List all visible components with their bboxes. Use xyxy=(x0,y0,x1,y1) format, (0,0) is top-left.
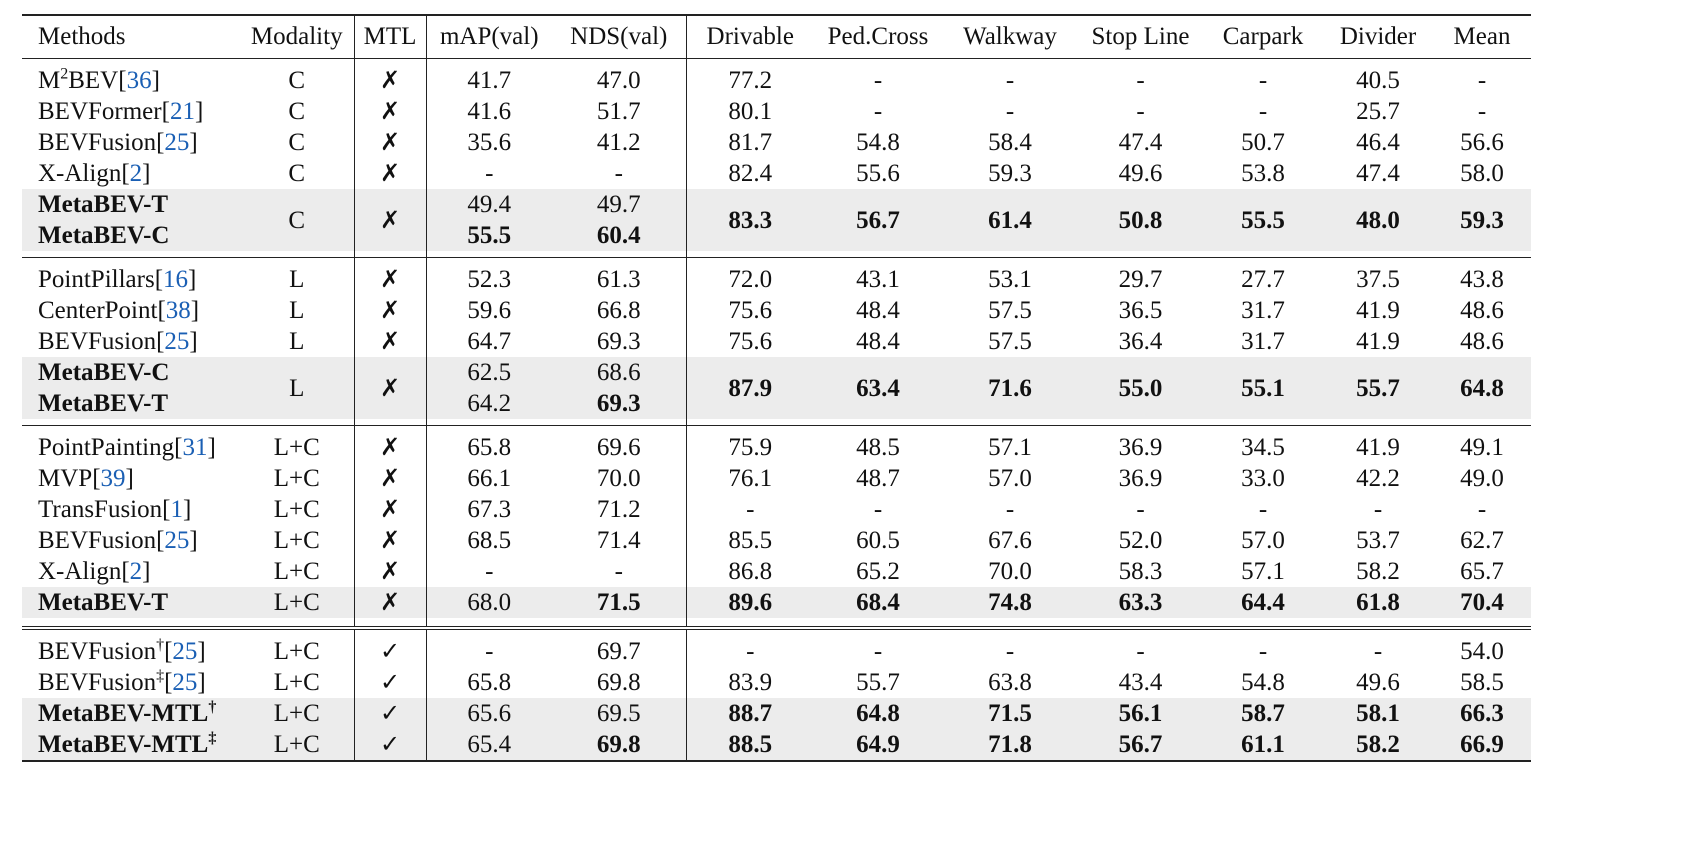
carpark-cell: - xyxy=(1258,98,1268,125)
nds-cell: 69.8 xyxy=(552,667,686,698)
modality-cell: L xyxy=(240,295,354,326)
stop-line-cell: - xyxy=(1136,98,1145,125)
results-table-container xyxy=(22,14,1531,762)
modality-cell: L+C xyxy=(240,556,354,587)
divider-cell: 37.5 xyxy=(1356,266,1400,293)
ped-cross-cell: 68.4 xyxy=(814,587,942,618)
cross-icon: ✗ xyxy=(354,357,426,419)
modality-cell: L xyxy=(240,357,354,419)
table-row xyxy=(22,525,1531,556)
header-modality: Modality xyxy=(240,15,354,59)
mean-cell: 58.0 xyxy=(1460,160,1504,187)
ped-cross-cell: - xyxy=(873,98,883,125)
map-cell: - xyxy=(485,638,494,665)
mean-cell: 56.6 xyxy=(1460,129,1504,156)
citation-link[interactable]: 25 xyxy=(164,129,190,156)
ped-cross-cell: 64.8 xyxy=(814,698,942,729)
citation-link[interactable]: 31 xyxy=(182,434,208,461)
header-drivable: Drivable xyxy=(686,15,814,59)
stop-line-cell: - xyxy=(1136,638,1145,665)
walkway-cell: 57.1 xyxy=(988,434,1032,461)
header-methods: Methods xyxy=(22,15,240,59)
drivable-cell: 81.7 xyxy=(728,129,773,156)
method-name: MetaBEV-MTL‡ xyxy=(22,729,240,761)
mean-cell: 49.1 xyxy=(1460,434,1504,461)
modality-cell: C xyxy=(240,127,354,158)
table-row xyxy=(22,258,1531,296)
stop-line-cell: 56.1 xyxy=(1078,698,1203,729)
divider-cell: 41.9 xyxy=(1356,328,1400,355)
stop-line-cell: 36.9 xyxy=(1118,434,1163,461)
mean-cell: 43.8 xyxy=(1460,266,1504,293)
divider-cell: - xyxy=(1373,638,1383,665)
highlight-row xyxy=(22,698,1531,729)
mean-cell: - xyxy=(1477,98,1487,125)
walkway-cell: - xyxy=(1005,67,1015,94)
method-name: MVP[39] xyxy=(38,465,134,492)
stop-line-cell: 36.9 xyxy=(1118,465,1163,492)
citation-link[interactable]: 2 xyxy=(129,160,143,187)
nds-cell: 70.0 xyxy=(552,463,686,494)
divider-cell: 58.2 xyxy=(1356,558,1400,585)
divider-cell: 58.1 xyxy=(1323,698,1433,729)
nds-cell: - xyxy=(552,158,686,189)
method-name: BEVFusion[25] xyxy=(38,527,198,554)
method-name: PointPainting[31] xyxy=(38,434,216,461)
drivable-cell: 83.9 xyxy=(728,669,773,696)
carpark-cell: 55.1 xyxy=(1203,357,1323,419)
stop-line-cell: 29.7 xyxy=(1118,266,1163,293)
modality-cell: L xyxy=(240,326,354,357)
map-cell: 55.5 xyxy=(426,220,552,251)
carpark-cell: 57.0 xyxy=(1241,527,1285,554)
table-row xyxy=(22,295,1531,326)
drivable-cell: 80.1 xyxy=(728,98,773,125)
ped-cross-cell: 55.6 xyxy=(856,160,900,187)
drivable-cell: 83.3 xyxy=(686,189,814,251)
modality-cell: L+C xyxy=(240,628,354,667)
map-cell: 65.4 xyxy=(426,729,552,761)
method-name: CenterPoint[38] xyxy=(38,297,200,324)
walkway-cell: 57.0 xyxy=(988,465,1032,492)
walkway-cell: - xyxy=(1005,98,1015,125)
method-name: $M^2BEV[36]$ xyxy=(38,65,160,94)
citation-link[interactable]: 25 xyxy=(164,328,190,355)
stop-line-cell: 36.4 xyxy=(1118,328,1163,355)
mean-cell: 70.4 xyxy=(1433,587,1531,618)
ped-cross-cell: 48.5 xyxy=(856,434,900,461)
table-row xyxy=(22,326,1531,357)
divider-cell: 55.7 xyxy=(1323,357,1433,419)
stop-line-cell: 52.0 xyxy=(1118,527,1163,554)
header-walkway: Walkway xyxy=(942,15,1078,59)
carpark-cell: 61.1 xyxy=(1203,729,1323,761)
cross-icon: ✗ xyxy=(354,326,426,357)
nds-cell: 71.4 xyxy=(552,525,686,556)
mean-cell: - xyxy=(1477,67,1487,94)
divider-cell: 42.2 xyxy=(1356,465,1400,492)
walkway-cell: 67.6 xyxy=(988,527,1032,554)
modality-cell: L+C xyxy=(240,463,354,494)
drivable-cell: 85.5 xyxy=(728,527,773,554)
table-row xyxy=(22,494,1531,525)
method-name: MetaBEV-C xyxy=(22,220,240,251)
method-name: MetaBEV-MTL† xyxy=(22,698,240,729)
drivable-cell: 75.9 xyxy=(728,434,773,461)
nds-cell: 66.8 xyxy=(552,295,686,326)
divider-cell: 46.4 xyxy=(1356,129,1400,156)
nds-cell: 69.6 xyxy=(552,426,686,464)
carpark-cell: 33.0 xyxy=(1241,465,1285,492)
map-cell: 65.8 xyxy=(467,669,512,696)
method-name: BEVFusion[25] xyxy=(38,129,198,156)
mean-cell: - xyxy=(1477,496,1487,523)
cross-icon: ✗ xyxy=(354,59,426,97)
highlight-row xyxy=(22,729,1531,761)
ped-cross-cell: 64.9 xyxy=(814,729,942,761)
ped-cross-cell: 48.4 xyxy=(856,328,900,355)
stop-line-cell: 43.4 xyxy=(1118,669,1163,696)
modality-cell: L+C xyxy=(240,494,354,525)
walkway-cell: 71.8 xyxy=(942,729,1078,761)
carpark-cell: 31.7 xyxy=(1241,297,1285,324)
citation-link[interactable]: 21 xyxy=(169,98,195,125)
modality-cell: L+C xyxy=(240,525,354,556)
walkway-cell: 70.0 xyxy=(988,558,1032,585)
citation-link[interactable]: 38 xyxy=(165,297,191,324)
ped-cross-cell: 56.7 xyxy=(814,189,942,251)
drivable-cell: - xyxy=(746,496,755,523)
walkway-cell: - xyxy=(1005,638,1015,665)
mean-cell: 54.0 xyxy=(1460,638,1504,665)
cross-icon: ✗ xyxy=(354,556,426,587)
table-row xyxy=(22,556,1531,587)
nds-cell: 69.5 xyxy=(552,698,686,729)
drivable-cell: 72.0 xyxy=(728,266,773,293)
cross-icon: ✗ xyxy=(354,525,426,556)
ped-cross-cell: - xyxy=(873,496,883,523)
method-name: BEVFusion†[25] xyxy=(38,636,206,665)
nds-cell: 41.2 xyxy=(552,127,686,158)
divider-cell: 25.7 xyxy=(1356,98,1400,125)
modality-cell: L xyxy=(240,258,354,296)
map-cell: 65.6 xyxy=(426,698,552,729)
citation-link[interactable]: 39 xyxy=(100,465,126,492)
map-cell: 64.2 xyxy=(426,388,552,419)
carpark-cell: - xyxy=(1258,638,1268,665)
citation-link[interactable]: 1 xyxy=(170,496,183,523)
walkway-cell: 63.8 xyxy=(988,669,1032,696)
table-row xyxy=(22,127,1531,158)
mean-cell: 58.5 xyxy=(1460,669,1504,696)
walkway-cell: 71.5 xyxy=(942,698,1078,729)
highlight-row xyxy=(22,587,1531,618)
map-cell: - xyxy=(485,558,494,585)
map-cell: 35.6 xyxy=(467,129,512,156)
citation-link[interactable]: 25 xyxy=(172,638,198,665)
method-name: BEVFusion‡[25] xyxy=(38,667,206,696)
modality-cell: L+C xyxy=(240,426,354,464)
divider-cell: 41.9 xyxy=(1356,434,1400,461)
map-cell: 65.8 xyxy=(467,434,512,461)
stop-line-cell: 58.3 xyxy=(1118,558,1163,585)
stop-line-cell: 50.8 xyxy=(1078,189,1203,251)
method-name: BEVFormer[21] xyxy=(38,98,204,125)
map-cell: 68.0 xyxy=(426,587,552,618)
mean-cell: 48.6 xyxy=(1460,297,1504,324)
method-name: BEVFusion[25] xyxy=(38,328,198,355)
table-row xyxy=(22,158,1531,189)
ped-cross-cell: 65.2 xyxy=(856,558,900,585)
nds-cell: - xyxy=(552,556,686,587)
modality-cell: C xyxy=(240,59,354,97)
header-mtl: MTL xyxy=(354,15,426,59)
nds-cell: 61.3 xyxy=(552,258,686,296)
walkway-cell: 57.5 xyxy=(988,297,1032,324)
cross-icon: ✗ xyxy=(354,158,426,189)
ped-cross-cell: 48.7 xyxy=(856,465,900,492)
cross-icon: ✗ xyxy=(354,494,426,525)
header-ped-cross: Ped.Cross xyxy=(814,15,942,59)
walkway-cell: 71.6 xyxy=(942,357,1078,419)
drivable-cell: 88.5 xyxy=(686,729,814,761)
map-cell: 67.3 xyxy=(467,496,512,523)
mean-cell: 48.6 xyxy=(1460,328,1504,355)
citation-link[interactable]: 2 xyxy=(129,558,143,585)
ped-cross-cell: - xyxy=(873,67,883,94)
walkway-cell: 58.4 xyxy=(988,129,1032,156)
cross-icon: ✗ xyxy=(354,463,426,494)
drivable-cell: - xyxy=(746,638,755,665)
nds-cell: 69.3 xyxy=(552,388,686,419)
carpark-cell: 54.8 xyxy=(1241,669,1285,696)
nds-cell: 71.2 xyxy=(552,494,686,525)
ped-cross-cell: 55.7 xyxy=(856,669,900,696)
carpark-cell: 58.7 xyxy=(1203,698,1323,729)
carpark-cell: 34.5 xyxy=(1241,434,1285,461)
map-cell: 66.1 xyxy=(467,465,512,492)
divider-cell: 40.5 xyxy=(1356,67,1400,94)
drivable-cell: 87.9 xyxy=(686,357,814,419)
carpark-cell: 55.5 xyxy=(1203,189,1323,251)
highlight-row xyxy=(22,357,1531,388)
nds-cell: 69.7 xyxy=(552,628,686,667)
header-divider: Divider xyxy=(1323,15,1433,59)
stop-line-cell: - xyxy=(1136,67,1145,94)
check-icon: ✓ xyxy=(354,628,426,667)
mean-cell: 66.9 xyxy=(1433,729,1531,761)
divider-cell: 41.9 xyxy=(1356,297,1400,324)
check-icon: ✓ xyxy=(354,698,426,729)
ped-cross-cell: 60.5 xyxy=(856,527,900,554)
method-name: MetaBEV-T xyxy=(22,587,240,618)
cross-icon: ✗ xyxy=(354,426,426,464)
mean-cell: 62.7 xyxy=(1460,527,1504,554)
walkway-cell: 57.5 xyxy=(988,328,1032,355)
stop-line-cell: 63.3 xyxy=(1078,587,1203,618)
stop-line-cell: 49.6 xyxy=(1118,160,1163,187)
method-name: TransFusion[1] xyxy=(38,496,192,523)
map-cell: 68.5 xyxy=(467,527,512,554)
divider-cell: 49.6 xyxy=(1356,669,1400,696)
carpark-cell: 53.8 xyxy=(1241,160,1285,187)
cross-icon: ✗ xyxy=(354,295,426,326)
nds-cell: 68.6 xyxy=(552,357,686,388)
carpark-cell: 64.4 xyxy=(1203,587,1323,618)
map-cell: 62.5 xyxy=(426,357,552,388)
carpark-cell: - xyxy=(1258,496,1268,523)
header-carpark: Carpark xyxy=(1203,15,1323,59)
divider-cell: 58.2 xyxy=(1323,729,1433,761)
header-mean: Mean xyxy=(1433,15,1531,59)
ped-cross-cell: 63.4 xyxy=(814,357,942,419)
method-name: X-Align[2] xyxy=(38,160,151,187)
drivable-cell: 77.2 xyxy=(728,67,773,94)
walkway-cell: 74.8 xyxy=(942,587,1078,618)
header-stop-line: Stop Line xyxy=(1078,15,1203,59)
modality-cell: C xyxy=(240,189,354,251)
divider-cell: - xyxy=(1373,496,1383,523)
mean-cell: 66.3 xyxy=(1433,698,1531,729)
table-row xyxy=(22,463,1531,494)
nds-cell: 49.7 xyxy=(552,189,686,220)
header-row xyxy=(22,15,1531,59)
citation-link[interactable]: 36 xyxy=(126,67,152,94)
citation-link[interactable]: 16 xyxy=(163,266,189,293)
ped-cross-cell: 48.4 xyxy=(856,297,900,324)
modality-cell: C xyxy=(240,96,354,127)
drivable-cell: 88.7 xyxy=(686,698,814,729)
carpark-cell: 31.7 xyxy=(1241,328,1285,355)
ped-cross-cell: - xyxy=(873,638,883,665)
walkway-cell: 61.4 xyxy=(942,189,1078,251)
header-nds: NDS(val) xyxy=(552,15,686,59)
drivable-cell: 86.8 xyxy=(728,558,773,585)
map-cell: 41.7 xyxy=(467,67,512,94)
carpark-cell: - xyxy=(1258,67,1268,94)
divider-cell: 47.4 xyxy=(1356,160,1400,187)
map-cell: 49.4 xyxy=(426,189,552,220)
map-cell: 64.7 xyxy=(467,328,512,355)
carpark-cell: 50.7 xyxy=(1241,129,1285,156)
cross-icon: ✗ xyxy=(354,127,426,158)
drivable-cell: 75.6 xyxy=(728,297,773,324)
map-cell: 52.3 xyxy=(467,266,512,293)
mean-cell: 59.3 xyxy=(1433,189,1531,251)
method-name: MetaBEV-C xyxy=(22,357,240,388)
table-row xyxy=(22,628,1531,667)
ped-cross-cell: 43.1 xyxy=(856,266,900,293)
walkway-cell: 53.1 xyxy=(988,266,1032,293)
cross-icon: ✗ xyxy=(354,96,426,127)
method-name: MetaBEV-T xyxy=(22,388,240,419)
modality-cell: L+C xyxy=(240,698,354,729)
check-icon: ✓ xyxy=(354,667,426,698)
carpark-cell: 27.7 xyxy=(1241,266,1285,293)
stop-line-cell: - xyxy=(1136,496,1145,523)
citation-link[interactable]: 25 xyxy=(164,527,190,554)
mean-cell: 64.8 xyxy=(1433,357,1531,419)
stop-line-cell: 36.5 xyxy=(1118,297,1163,324)
nds-cell: 69.8 xyxy=(552,729,686,761)
stop-line-cell: 56.7 xyxy=(1078,729,1203,761)
mean-cell: 49.0 xyxy=(1460,465,1504,492)
cross-icon: ✗ xyxy=(354,189,426,251)
method-name: MetaBEV-T xyxy=(22,189,240,220)
modality-cell: L+C xyxy=(240,587,354,618)
results-table xyxy=(22,14,1531,762)
check-icon: ✓ xyxy=(354,729,426,761)
nds-cell: 71.5 xyxy=(552,587,686,618)
highlight-row xyxy=(22,189,1531,220)
drivable-cell: 82.4 xyxy=(728,160,773,187)
drivable-cell: 76.1 xyxy=(728,465,773,492)
table-row xyxy=(22,667,1531,698)
method-name: X-Align[2] xyxy=(38,558,151,585)
nds-cell: 47.0 xyxy=(552,59,686,97)
walkway-cell: 59.3 xyxy=(988,160,1032,187)
modality-cell: L+C xyxy=(240,729,354,761)
drivable-cell: 89.6 xyxy=(686,587,814,618)
divider-cell: 53.7 xyxy=(1356,527,1400,554)
drivable-cell: 75.6 xyxy=(728,328,773,355)
ped-cross-cell: 54.8 xyxy=(856,129,900,156)
stop-line-cell: 47.4 xyxy=(1118,129,1163,156)
citation-link[interactable]: 25 xyxy=(172,669,198,696)
mean-cell: 65.7 xyxy=(1460,558,1504,585)
walkway-cell: - xyxy=(1005,496,1015,523)
method-name: PointPillars[16] xyxy=(38,266,197,293)
cross-icon: ✗ xyxy=(354,587,426,618)
table-row xyxy=(22,426,1531,464)
map-cell: 59.6 xyxy=(467,297,512,324)
carpark-cell: 57.1 xyxy=(1241,558,1285,585)
table-row xyxy=(22,96,1531,127)
modality-cell: C xyxy=(240,158,354,189)
stop-line-cell: 55.0 xyxy=(1078,357,1203,419)
nds-cell: 51.7 xyxy=(552,96,686,127)
nds-cell: 60.4 xyxy=(552,220,686,251)
divider-cell: 61.8 xyxy=(1323,587,1433,618)
modality-cell: L+C xyxy=(240,667,354,698)
table-row xyxy=(22,59,1531,97)
cross-icon: ✗ xyxy=(354,258,426,296)
map-cell: 41.6 xyxy=(467,98,512,125)
header-map: mAP(val) xyxy=(426,15,552,59)
divider-cell: 48.0 xyxy=(1323,189,1433,251)
map-cell: - xyxy=(485,160,494,187)
nds-cell: 69.3 xyxy=(552,326,686,357)
